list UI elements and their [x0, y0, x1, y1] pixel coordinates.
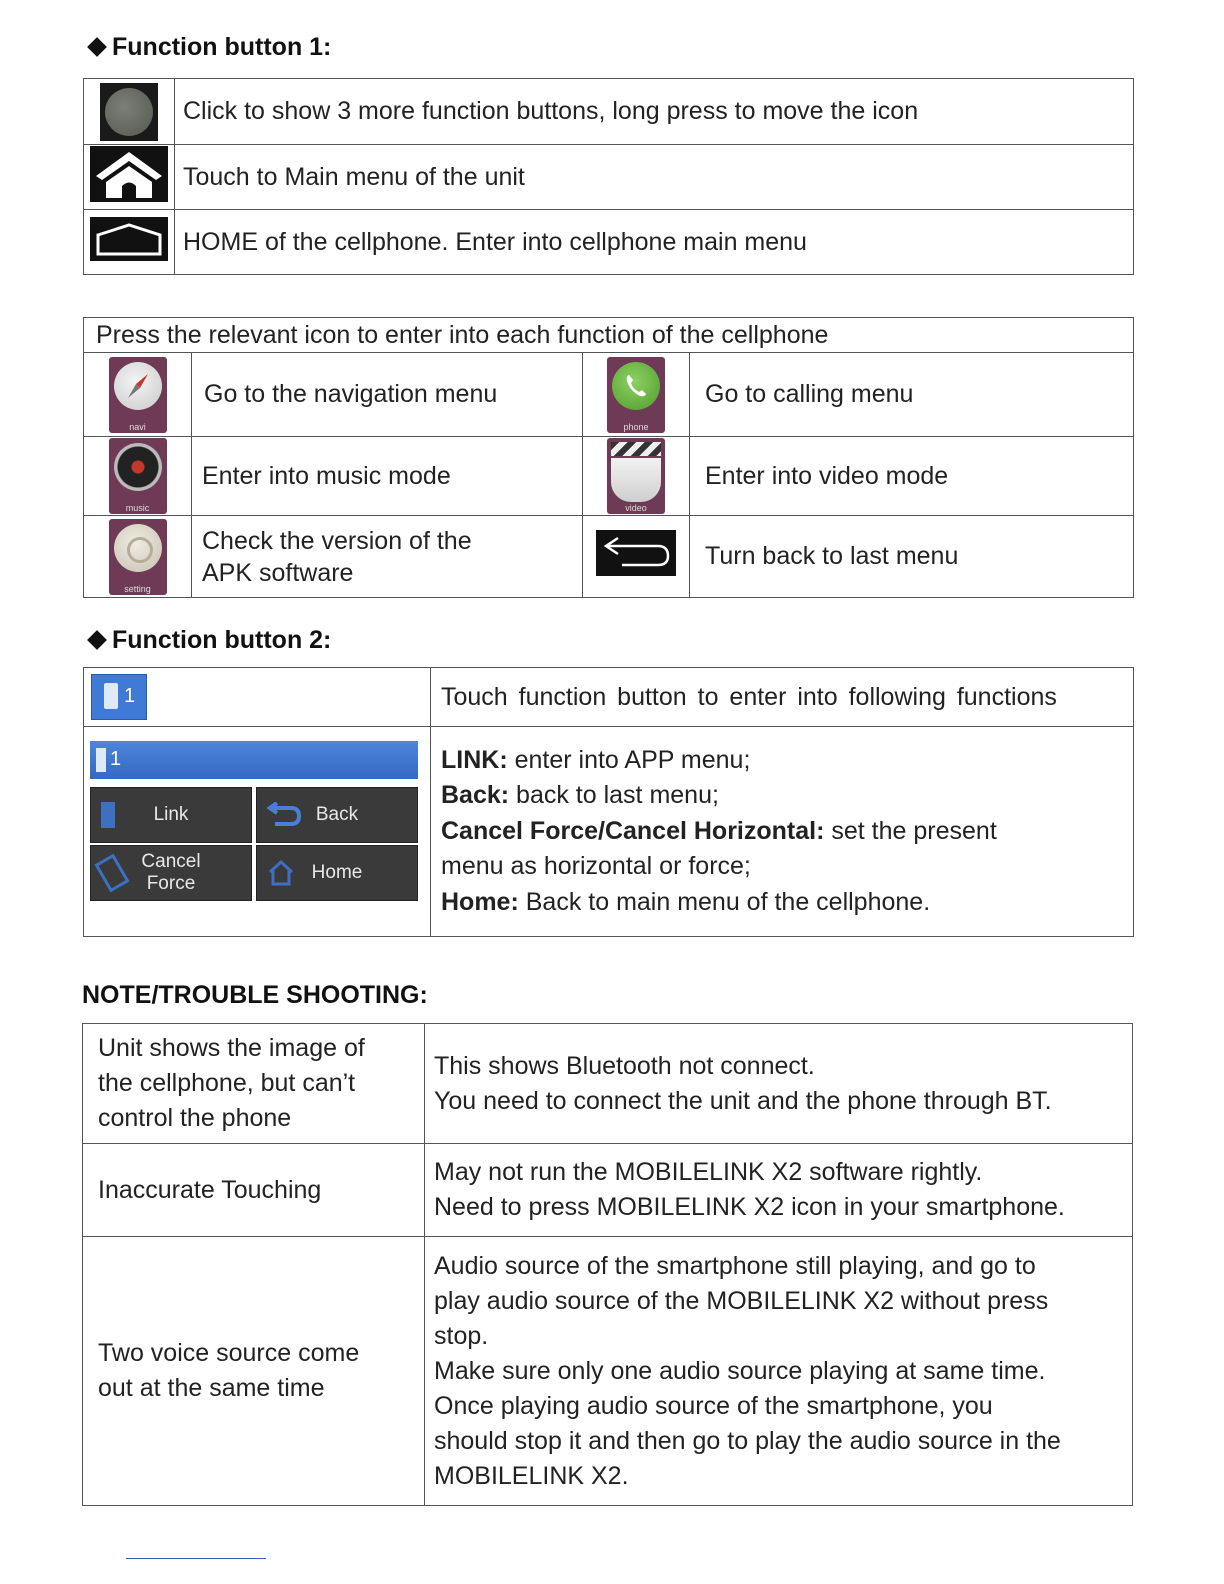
function-menu-header: 1 — [90, 741, 418, 779]
function-button-1-table — [83, 78, 1134, 275]
fb1-row-text: Touch to Main menu of the unit — [175, 145, 1134, 210]
back-text: Turn back to last menu — [690, 516, 1134, 598]
fb1-row-text: Click to show 3 more function buttons, long press to move the icon — [175, 79, 1134, 145]
solution-cell: This shows Bluetooth not connect. You need to connect the unit and the phone through BT. — [425, 1024, 1133, 1144]
phone-icon-cell — [583, 353, 690, 437]
diamond-bullet-icon — [87, 37, 107, 57]
fb1-icon-cell — [84, 210, 175, 275]
gray-circle-icon — [100, 83, 158, 141]
function-button-2-heading: Function button 2: — [84, 626, 331, 655]
video-icon-cell — [583, 437, 690, 516]
back-icon-cell — [583, 516, 690, 598]
problem-cell: Two voice source come out at the same time — [83, 1237, 425, 1506]
troubleshooting-table — [82, 1023, 1133, 1506]
handset-icon — [612, 362, 660, 410]
home-outline-icon — [90, 217, 168, 261]
footer-rule — [126, 1558, 266, 1559]
fb2-menu-cell — [84, 727, 431, 937]
home-button[interactable]: Home — [256, 845, 418, 901]
fb2-desc-line: Cancel Force/Cancel Horizontal: set the present — [441, 816, 997, 845]
phone-text: Go to calling menu — [690, 353, 1134, 437]
solution-cell: Audio source of the smartphone still playing, and go to play audio source of the MOBILELINK X2 without press stop. Make sure only one audio source playing at same time. Once playing audio source of the smartphone, you should stop it and then go to play the audio source in the MOBILELINK X2. — [425, 1237, 1133, 1506]
cancel-force-button[interactable]: Cancel Force — [90, 845, 252, 901]
fb2-description — [431, 727, 1134, 937]
setting-icon-cell — [84, 516, 192, 598]
rotate-phone-icon — [94, 854, 129, 893]
fb2-icon-cell — [84, 668, 431, 727]
fb1-icon-cell — [84, 79, 175, 145]
diamond-bullet-icon — [87, 630, 107, 650]
function-button-2-table — [83, 667, 1134, 937]
fb2-row1-text: Touch function button to enter into following functions — [431, 668, 1134, 727]
music-icon-cell — [84, 437, 192, 516]
function-button-icon[interactable]: 1 — [91, 674, 147, 720]
back-curve-icon — [267, 802, 301, 828]
problem-cell: Unit shows the image of the cellphone, but can’t control the phone — [83, 1024, 425, 1144]
house-icon — [90, 146, 168, 202]
home-icon — [267, 859, 295, 887]
phone-functions-table — [83, 317, 1134, 598]
phone-link-icon — [101, 802, 115, 828]
phone-app-icon[interactable]: phone — [607, 357, 665, 433]
navi-text: Go to the navigation menu — [192, 353, 583, 437]
fb2-desc-line: menu as horizontal or force; — [441, 852, 751, 881]
back-button[interactable]: Back — [256, 787, 418, 843]
notes-heading: NOTE/TROUBLE SHOOTING: — [82, 981, 428, 1009]
fb2-desc-line: Back: back to last menu; — [441, 781, 719, 810]
navi-icon-cell — [84, 353, 192, 437]
fb2-desc-line: Home: Back to main menu of the cellphone. — [441, 887, 931, 916]
setting-text: Check the version of the APK software — [192, 516, 583, 598]
link-button[interactable]: Link — [90, 787, 252, 843]
music-app-icon[interactable]: music — [109, 438, 167, 514]
video-text: Enter into video mode — [690, 437, 1134, 516]
fb2-desc-line: LINK: enter into APP menu; — [441, 745, 751, 774]
navigation-app-icon[interactable]: navi — [109, 357, 167, 433]
solution-cell: May not run the MOBILELINK X2 software rightly. Need to press MOBILELINK X2 icon in your smartphone. — [425, 1144, 1133, 1237]
fb1-icon-cell — [84, 145, 175, 210]
phone-functions-header: Press the relevant icon to enter into each function of the cellphone — [84, 318, 1134, 353]
problem-cell: Inaccurate Touching — [83, 1144, 425, 1237]
video-app-icon[interactable]: video — [607, 438, 665, 514]
function-button-1-heading: Function button 1: — [84, 33, 331, 62]
back-arrow-icon[interactable] — [596, 530, 676, 576]
setting-app-icon[interactable]: setting — [109, 519, 167, 595]
music-text: Enter into music mode — [192, 437, 583, 516]
fb1-row-text: HOME of the cellphone. Enter into cellphone main menu — [175, 210, 1134, 275]
compass-needle-icon — [114, 362, 162, 410]
